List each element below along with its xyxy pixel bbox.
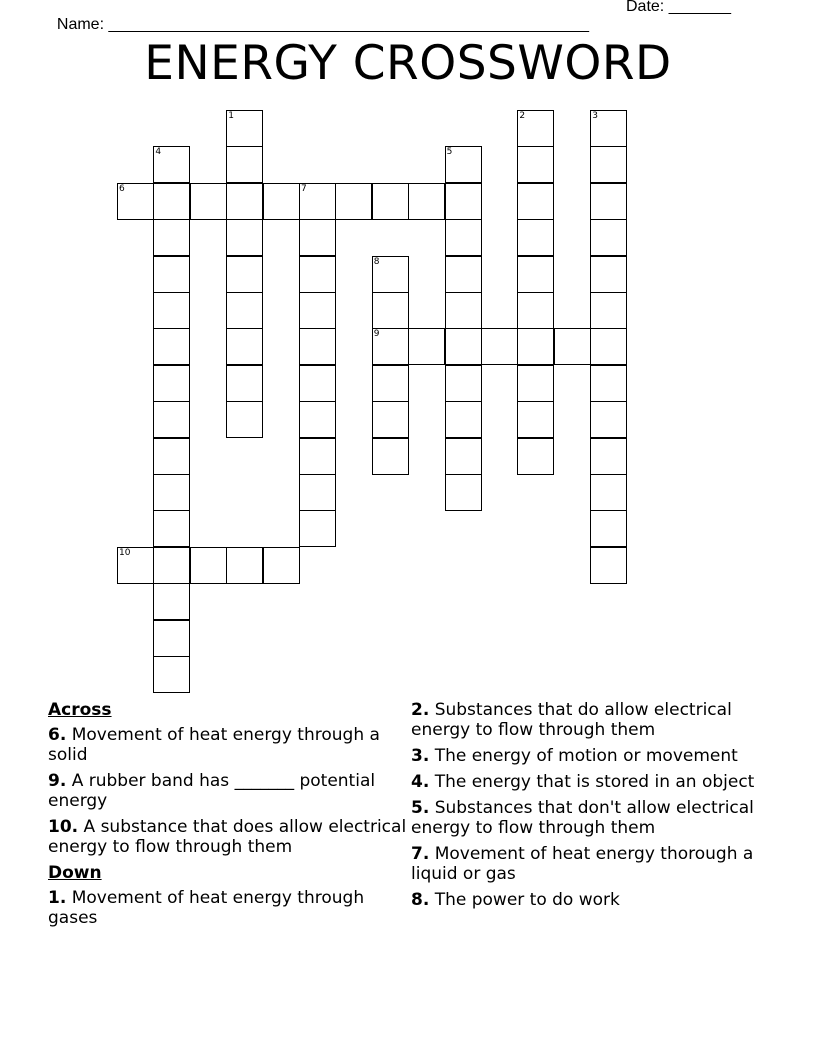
grid-cell[interactable] (226, 401, 263, 438)
cell-clue-4[interactable] (153, 146, 190, 183)
grid-cell[interactable] (590, 438, 627, 475)
cell-clue-7[interactable] (299, 183, 336, 220)
grid-cell[interactable] (153, 401, 190, 438)
grid-cell[interactable] (226, 328, 263, 365)
grid-cell[interactable] (372, 183, 409, 220)
cell-clue-2[interactable] (517, 110, 554, 147)
grid-cell[interactable] (517, 328, 554, 365)
grid-cell[interactable] (153, 583, 190, 620)
clue-number-label: 10 (119, 547, 131, 558)
clue-down-8: 8. The power to do work (411, 890, 620, 910)
grid-cell[interactable] (226, 365, 263, 402)
grid-cell[interactable] (445, 474, 482, 511)
cell-clue-3[interactable] (590, 110, 627, 147)
grid-cell[interactable] (590, 510, 627, 547)
clue-number-label: 2 (519, 111, 526, 121)
grid-cell[interactable] (153, 474, 190, 511)
grid-cell[interactable] (153, 292, 190, 329)
grid-cell[interactable] (153, 256, 190, 293)
grid-cell[interactable] (372, 365, 409, 402)
grid-cell[interactable] (153, 328, 190, 365)
cell-clue-9[interactable] (372, 328, 409, 365)
grid-cell[interactable] (263, 183, 300, 220)
grid-cell[interactable] (372, 401, 409, 438)
grid-cell[interactable] (299, 328, 336, 365)
clues-right-column (411, 700, 771, 916)
grid-cell[interactable] (445, 328, 482, 365)
clue-number-label: 7 (301, 183, 307, 194)
grid-cell[interactable] (590, 474, 627, 511)
grid-cell[interactable] (517, 183, 554, 220)
grid-cell[interactable] (445, 438, 482, 475)
grid-cell[interactable] (299, 219, 336, 256)
clue-down-4: 4. The energy that is stored in an object (411, 772, 755, 792)
grid-cell[interactable] (517, 292, 554, 329)
grid-cell[interactable] (226, 183, 263, 220)
grid-cell[interactable] (153, 656, 190, 693)
grid-cell[interactable] (299, 365, 336, 402)
grid-cell[interactable] (153, 438, 190, 475)
grid-cell[interactable] (590, 256, 627, 293)
cell-clue-1[interactable] (226, 110, 263, 147)
grid-cell[interactable] (153, 547, 190, 584)
grid-cell[interactable] (517, 219, 554, 256)
clue-down-3: 3. The energy of motion or movement (411, 746, 738, 766)
clue-number-label: 8 (373, 256, 380, 267)
grid-cell[interactable] (153, 510, 190, 547)
clue-down-2: 2. Substances that do allow electrical energy to flow through them (411, 700, 732, 740)
page-title: ENERGY CROSSWORD (144, 36, 672, 91)
grid-cell[interactable] (590, 183, 627, 220)
clue-number-label: 1 (228, 111, 234, 121)
grid-cell[interactable] (481, 328, 518, 365)
clue-number-label: 4 (155, 147, 162, 158)
name-label: Name: ______________________________________________________ (56, 16, 589, 33)
grid-cell[interactable] (445, 219, 482, 256)
grid-cell[interactable] (372, 438, 409, 475)
grid-cell[interactable] (445, 401, 482, 438)
grid-cell[interactable] (554, 328, 591, 365)
grid-cell[interactable] (517, 401, 554, 438)
across-heading: Across (48, 700, 112, 720)
grid-cell[interactable] (590, 401, 627, 438)
clue-down-7: 7. Movement of heat energy thorough a liquid or gas (411, 844, 754, 884)
grid-cell[interactable] (590, 219, 627, 256)
grid-cell[interactable] (445, 183, 482, 220)
date-label: Date: _______ (626, 0, 731, 15)
grid-cell[interactable] (226, 219, 263, 256)
grid-cell[interactable] (153, 620, 190, 657)
grid-cell[interactable] (335, 183, 372, 220)
grid-cell[interactable] (517, 365, 554, 402)
cell-clue-8[interactable] (372, 256, 409, 293)
clue-across-10: 10. A substance that does allow electrical energy to flow through them (48, 817, 407, 857)
grid-cell[interactable] (517, 438, 554, 475)
clue-across-6: 6. Movement of heat energy through a solid (48, 725, 380, 765)
clue-down-5: 5. Substances that don't allow electrical energy to flow through them (411, 798, 754, 838)
grid-cell[interactable] (408, 183, 445, 220)
cell-clue-5[interactable] (445, 146, 482, 183)
grid-cell[interactable] (153, 365, 190, 402)
grid-cell[interactable] (263, 547, 300, 584)
clue-number-label: 3 (592, 111, 598, 121)
grid-cell[interactable] (299, 292, 336, 329)
clue-number-label: 6 (119, 183, 125, 194)
cell-clue-6[interactable] (117, 183, 154, 220)
grid-cell[interactable] (299, 256, 336, 293)
grid-cell[interactable] (445, 365, 482, 402)
grid-cell[interactable] (299, 438, 336, 475)
clues-left-column (48, 700, 408, 934)
grid-cell[interactable] (299, 401, 336, 438)
down-heading: Down (48, 863, 102, 883)
grid-cell[interactable] (190, 183, 227, 220)
grid-cell[interactable] (590, 328, 627, 365)
grid-cell[interactable] (299, 510, 336, 547)
grid-cell[interactable] (590, 365, 627, 402)
clue-down-1: 1. Movement of heat energy through gases (48, 888, 365, 928)
grid-cell[interactable] (226, 256, 263, 293)
grid-cell[interactable] (590, 547, 627, 584)
grid-cell[interactable] (445, 292, 482, 329)
grid-cell[interactable] (153, 219, 190, 256)
cell-clue-10[interactable] (117, 547, 154, 584)
grid-cell[interactable] (190, 547, 227, 584)
clue-number-label: 5 (446, 147, 453, 158)
grid-cell[interactable] (590, 292, 627, 329)
grid-cell[interactable] (299, 474, 336, 511)
grid-cell[interactable] (226, 547, 263, 584)
grid-cell[interactable] (226, 292, 263, 329)
grid-cell[interactable] (517, 146, 554, 183)
grid-cell[interactable] (153, 183, 190, 220)
grid-cell[interactable] (226, 146, 263, 183)
grid-cell[interactable] (517, 256, 554, 293)
grid-cell[interactable] (445, 256, 482, 293)
clue-number-label: 9 (373, 329, 380, 340)
clue-across-9: 9. A rubber band has _______ potential energy (48, 771, 376, 811)
grid-cell[interactable] (408, 328, 445, 365)
grid-cell[interactable] (590, 146, 627, 183)
grid-cell[interactable] (372, 292, 409, 329)
